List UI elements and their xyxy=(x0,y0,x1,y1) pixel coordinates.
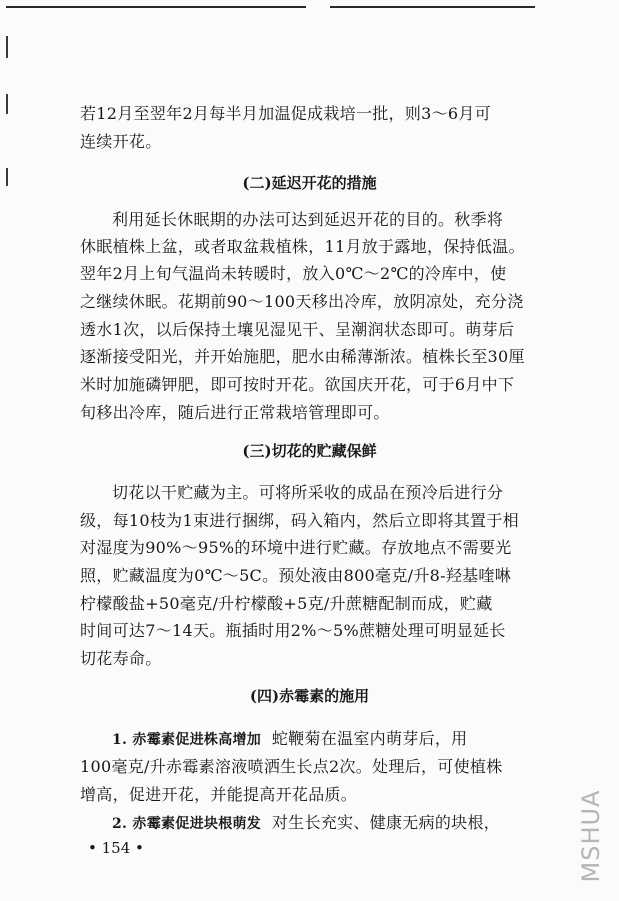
section-heading: (三)切花的贮藏保鲜 xyxy=(242,442,377,460)
body-line: 休眠植株上盆，或者取盆栽植株，11月放于露地，保持低温。 xyxy=(80,237,525,256)
body-line: 对湿度为90%～95%的环境中进行贮藏。存放地点不需要光 xyxy=(80,538,512,557)
body-line: 翌年2月上旬气温尚未转暖时，放入0℃～2℃的冷库中，使 xyxy=(80,264,507,283)
body-line: 级，每10枝为1束进行捆绑，码入箱内，然后立即将其置于相 xyxy=(80,511,519,530)
body-line: 照，贮藏温度为0℃～5C。预处液由800毫克/升8-羟基喹啉 xyxy=(80,566,512,585)
list-item-line xyxy=(80,812,550,834)
body-line: 米时加施磷钾肥，即可按时开花。欲国庆开花，可于6月中下 xyxy=(80,375,515,394)
body-line: 时间可达7～14天。瓶插时用2%～5%蔗糖处理可明显延长 xyxy=(80,621,506,640)
item-text: 蛇鞭菊在温室内萌芽后，用 xyxy=(271,729,468,748)
list-item-line xyxy=(80,728,550,750)
item-title: 1. 赤霉素促进株高增加 xyxy=(112,732,262,748)
scan-top-rule xyxy=(330,6,535,8)
body-line: 旬移出冷库，随后进行正常栽培管理即可。 xyxy=(80,403,390,422)
body-line: 切花以干贮藏为主。可将所采收的成品在预冷后进行分 xyxy=(112,483,504,502)
section-heading: (二)延迟开花的措施 xyxy=(242,174,377,192)
scan-edge-mark xyxy=(6,94,8,114)
body-line: 切花寿命。 xyxy=(80,649,162,668)
item-title: 2. 赤霉素促进块根萌发 xyxy=(112,816,262,832)
scan-edge-mark xyxy=(6,36,8,58)
watermark-text: MSHUA xyxy=(577,789,605,883)
body-line: 连续开花。 xyxy=(80,132,162,151)
body-line: 利用延长休眠期的办法可达到延迟开花的目的。秋季将 xyxy=(112,210,504,229)
page-number: • 154 • xyxy=(88,839,144,857)
body-line: 柠檬酸盐+50毫克/升柠檬酸+5克/升蔗糖配制而成，贮藏 xyxy=(80,594,493,613)
body-line: 100毫克/升赤霉素溶液喷洒生长点2次。处理后，可使植株 xyxy=(80,757,503,776)
item-text: 对生长充实、健康无病的块根， xyxy=(271,813,501,832)
watermark xyxy=(577,786,605,886)
body-line: 增高，促进开花，并能提高开花品质。 xyxy=(80,785,358,804)
scan-top-rule xyxy=(6,6,306,8)
section-heading: (四)赤霉素的施用 xyxy=(249,687,370,705)
body-line: 逐渐接受阳光，并开始施肥，肥水由稀薄渐浓。植株长至30厘 xyxy=(80,347,525,366)
body-line: 透水1次，以后保持土壤见湿见干、呈潮润状态即可。萌芽后 xyxy=(80,320,515,339)
body-line: 若12月至翌年2月每半月加温促成栽培一批，则3～6月可 xyxy=(80,104,491,123)
body-line: 之继续休眠。花期前90～100天移出冷库，放阴凉处，充分浇 xyxy=(80,292,524,311)
